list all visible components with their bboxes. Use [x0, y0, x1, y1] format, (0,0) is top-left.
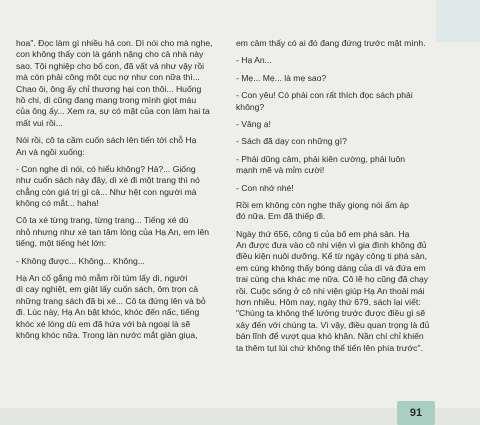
page-number: 91: [397, 401, 435, 425]
text-line: hoa". Đọc làm gì nhiều hả con. Dì nói cho mà nghe,: [16, 38, 213, 48]
text-line: ta thêm tụt lùi chứ không thể tiến lên phía trước".: [236, 342, 423, 353]
text-line: tiếng, một tiếng hét lớn:: [16, 238, 107, 249]
text-line: không có mắt... haha!: [16, 198, 99, 209]
text-line: - Phải dũng cảm, phải kiên cường, phải luôn: [236, 153, 406, 164]
text-line: những trang sách đã bị xé... Cô ta đứng lên và bỏ: [16, 295, 206, 306]
text-line: bản lĩnh để vượt qua khó khăn. Nần chí chỉ khiến: [236, 331, 424, 342]
text-line: - Mẹ... Mẹ... là mẹ sao?: [236, 72, 327, 83]
text-line: Hạ An cố gắng mò mẫm rồi túm lấy dì, người: [16, 273, 188, 284]
text-line: mạnh mẽ và mỉm cười!: [236, 165, 325, 176]
text-line: chẳng còn giá trị gì cả... Như hệt con người mà: [16, 186, 197, 197]
text-line: không khóc nữa. Trong làn nước mắt giàn giụa,: [16, 329, 198, 340]
text-line: mà còn phải công một cục nợ như con nữa thì...: [16, 72, 200, 83]
page-corner-tab: [436, 0, 480, 42]
text-line: Rồi em không còn nghe thấy giọng nói ấm áp: [236, 199, 409, 210]
text-line: khóc xé lòng dù em đã hứa với bà ngoại là sẽ: [16, 318, 191, 329]
text-line: em cùng không thấy bóng dáng của dì và đứa em: [236, 262, 426, 273]
text-line: xảy đến với chúng ta. Vì vậy, điều quan trọng là đủ: [236, 319, 430, 330]
text-line: - Không được... Không... Không...: [16, 255, 145, 266]
text-line: - Con nhớ nhé!: [236, 182, 294, 193]
text-line: Cô ta xé từng trang, từng trang... Tiếng xé dù: [16, 215, 189, 226]
text-line: trai cùng cha khác mẹ nữa. Cô lẽ họ cũng đã chạy: [236, 274, 429, 285]
text-line: điều kiện nuôi dưỡng. Kể từ ngày công ti phá sản,: [236, 251, 428, 262]
text-line: dì cay nghiệt, em giật lấy cuốn sách, ôm trọn cả: [16, 284, 198, 295]
text-line: Ngày thứ 656, công ti của bố em phá sản. Hạ: [236, 228, 410, 239]
left-text-column: [16, 38, 216, 341]
text-line: - Vâng ạ!: [236, 118, 271, 129]
text-line: không?: [236, 101, 265, 112]
text-line: mất vui rồi...: [16, 117, 63, 128]
text-line: "Chúng ta không thể lường trước được điều gì sẽ: [236, 308, 426, 319]
text-line: hơn nhiều. Hôm nay, ngày thứ 679, sách lại viết:: [236, 297, 421, 308]
right-text-column: [236, 38, 436, 354]
text-line: An được đưa vào cô nhi viện vì gia đình không đủ: [236, 240, 427, 251]
text-line: hồ chi, dì cũng đang mang trong mình giọt máu: [16, 94, 197, 105]
text-line: An và ngồi xuống:: [16, 146, 85, 157]
text-line: như cuốn sách này đây, dì xé đi một trang thì nó: [16, 175, 200, 186]
text-line: - Con yêu! Có phải con rất thích đọc sách phải: [236, 90, 413, 101]
text-line: - Hạ An...: [236, 55, 272, 66]
text-line: Nói rồi, cô ta cầm cuốn sách lên tiến tới chỗ Hạ: [16, 135, 197, 146]
text-line: em cảm thấy có ai đó đang đứng trước mặt mình.: [236, 38, 426, 48]
text-line: nhỏ nhưng như xé tan tâm lòng của Hạ An, em lên: [16, 226, 210, 237]
text-line: rồi. Cuộc sống ở cô nhi viện giúp Hạ An thoải mái: [236, 285, 425, 296]
text-line: con không thấy con là gánh nặng cho cả nhà này: [16, 49, 204, 60]
text-line: của ông ấy... Xem ra, sự có mặt của con làm hai ta: [16, 106, 210, 117]
text-line: đó nữa. Em đã thiếp đi.: [236, 211, 326, 222]
text-line: đi. Lúc này, Hạ An bật khóc, khóc đến nấc, tiếng: [16, 307, 200, 318]
text-line: Chao ôi, ông ấy chỉ thương hại con thôi... Huống: [16, 83, 202, 94]
text-line: - Con nghe dì nói, có hiểu không? Hả?... Giống: [16, 163, 196, 174]
text-line: sao. Tội nghiệp cho bố con, đã vất vả như vậy rồi: [16, 60, 205, 71]
text-line: - Sách đã dạy con những gì?: [236, 136, 347, 147]
